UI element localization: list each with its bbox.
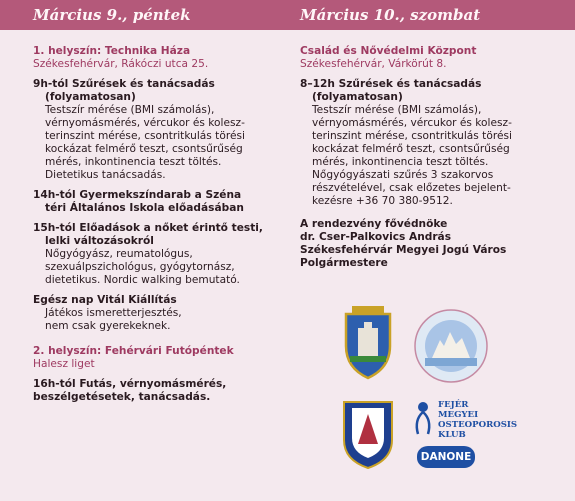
right-day-heading: Március 10., szombat <box>300 6 481 24</box>
hospital-crest-icon <box>340 398 396 470</box>
right-location-title: Család és Nővédelmi Központ <box>300 45 477 57</box>
session-exhibition-line: Játékos ismeretterjesztés, <box>45 307 182 319</box>
patron-line: A rendezvény fővédnöke <box>300 218 448 230</box>
session-screening-line: mérés, inkontinencia teszt töltés. <box>45 156 222 168</box>
session-screening-title: 9h-tól Szűrések és tanácsadás <box>33 78 215 90</box>
patron-line: Székesfehérvár Megyei Jogú Város <box>300 244 507 256</box>
right-session-line: mérés, inkontinencia teszt töltés. <box>312 156 489 168</box>
session-run-line: beszélgetésetek, tanácsadás. <box>33 391 211 403</box>
right-session-line: részvételével, csak előzetes bejelent- <box>312 182 511 194</box>
session-run-line: 16h-tól Futás, vérnyomásmérés, <box>33 378 227 390</box>
session-screening-line: Dietetikus tanácsadás. <box>45 169 166 181</box>
right-location-address: Székesfehérvár, Várkörút 8. <box>300 58 447 70</box>
left-column <box>33 45 291 404</box>
club-name-line: FEJÉR <box>438 400 469 410</box>
right-session-title: 8–12h Szűrések és tanácsadás <box>300 78 482 90</box>
danone-logo: DANONE <box>417 446 475 468</box>
location-1-address: Székesfehérvár, Rákóczi utca 25. <box>33 58 209 70</box>
session-lectures-line: szexuálpszichológus, gyógytornász, <box>45 261 235 273</box>
club-name-line: KLUB <box>438 430 466 440</box>
city-coat-of-arms-icon <box>338 306 398 382</box>
right-session-line: terinszint mérése, csontritkulás törési <box>312 130 512 142</box>
location-1-title: 1. helyszín: Technika Háza <box>33 45 191 57</box>
session-screening-line: kockázat felmérő teszt, csontsűrűség <box>45 143 243 155</box>
right-session-line: kezésre +36 70 380-9512. <box>312 195 453 207</box>
session-screening-line: terinszint mérése, csontritkulás törési <box>45 130 245 142</box>
right-session-subtitle: (folyamatosan) <box>312 91 403 103</box>
session-screening-line: Testszír mérése (BMI számolás), <box>45 104 215 116</box>
left-day-heading: Március 9., péntek <box>33 6 191 24</box>
patron-line: dr. Cser-Palkovics András <box>300 231 452 243</box>
session-exhibition-title: Egész nap Vitál Kiállítás <box>33 294 177 306</box>
session-lectures-line: dietetikus. Nordic walking bemutató. <box>45 274 240 286</box>
right-session-line: Nőgyógyászati szűrés 3 szakorvos <box>312 169 494 181</box>
header-band <box>0 0 575 30</box>
location-2-title: 2. helyszín: Fehérvári Futópéntek <box>33 345 234 357</box>
session-exhibition-line: nem csak gyerekeknek. <box>45 320 171 332</box>
right-session-line: vérnyomásmérés, vércukor és kolesz- <box>312 117 512 129</box>
patron-line: Polgármestere <box>300 257 388 269</box>
session-lectures-subtitle: lelki változásokról <box>45 235 154 247</box>
session-lectures-line: Nőgyógyász, reumatológus, <box>45 248 193 260</box>
session-screening-subtitle: (folyamatosan) <box>45 91 136 103</box>
right-session-line: Testszír mérése (BMI számolás), <box>312 104 482 116</box>
session-lectures-title: 15h-tól Előadások a nőket érintő testi, <box>33 222 263 234</box>
club-name-line: OSTEOPOROSIS <box>438 420 518 430</box>
location-2-address: Halesz liget <box>33 358 95 370</box>
right-column <box>300 45 568 270</box>
session-play-line: téri Általános Iskola előadásában <box>45 202 244 214</box>
medical-society-seal-icon <box>410 306 492 386</box>
session-play-line: 14h-tól Gyermekszíndarab a Széna <box>33 189 242 201</box>
right-session-line: kockázat felmérő teszt, csontsűrűség <box>312 143 510 155</box>
osteoporosis-club-name <box>438 400 517 440</box>
club-name-line: MEGYEI <box>438 410 479 420</box>
osteoporosis-club-icon <box>410 400 436 436</box>
session-screening-line: vérnyomásmérés, vércukor és kolesz- <box>45 117 245 129</box>
